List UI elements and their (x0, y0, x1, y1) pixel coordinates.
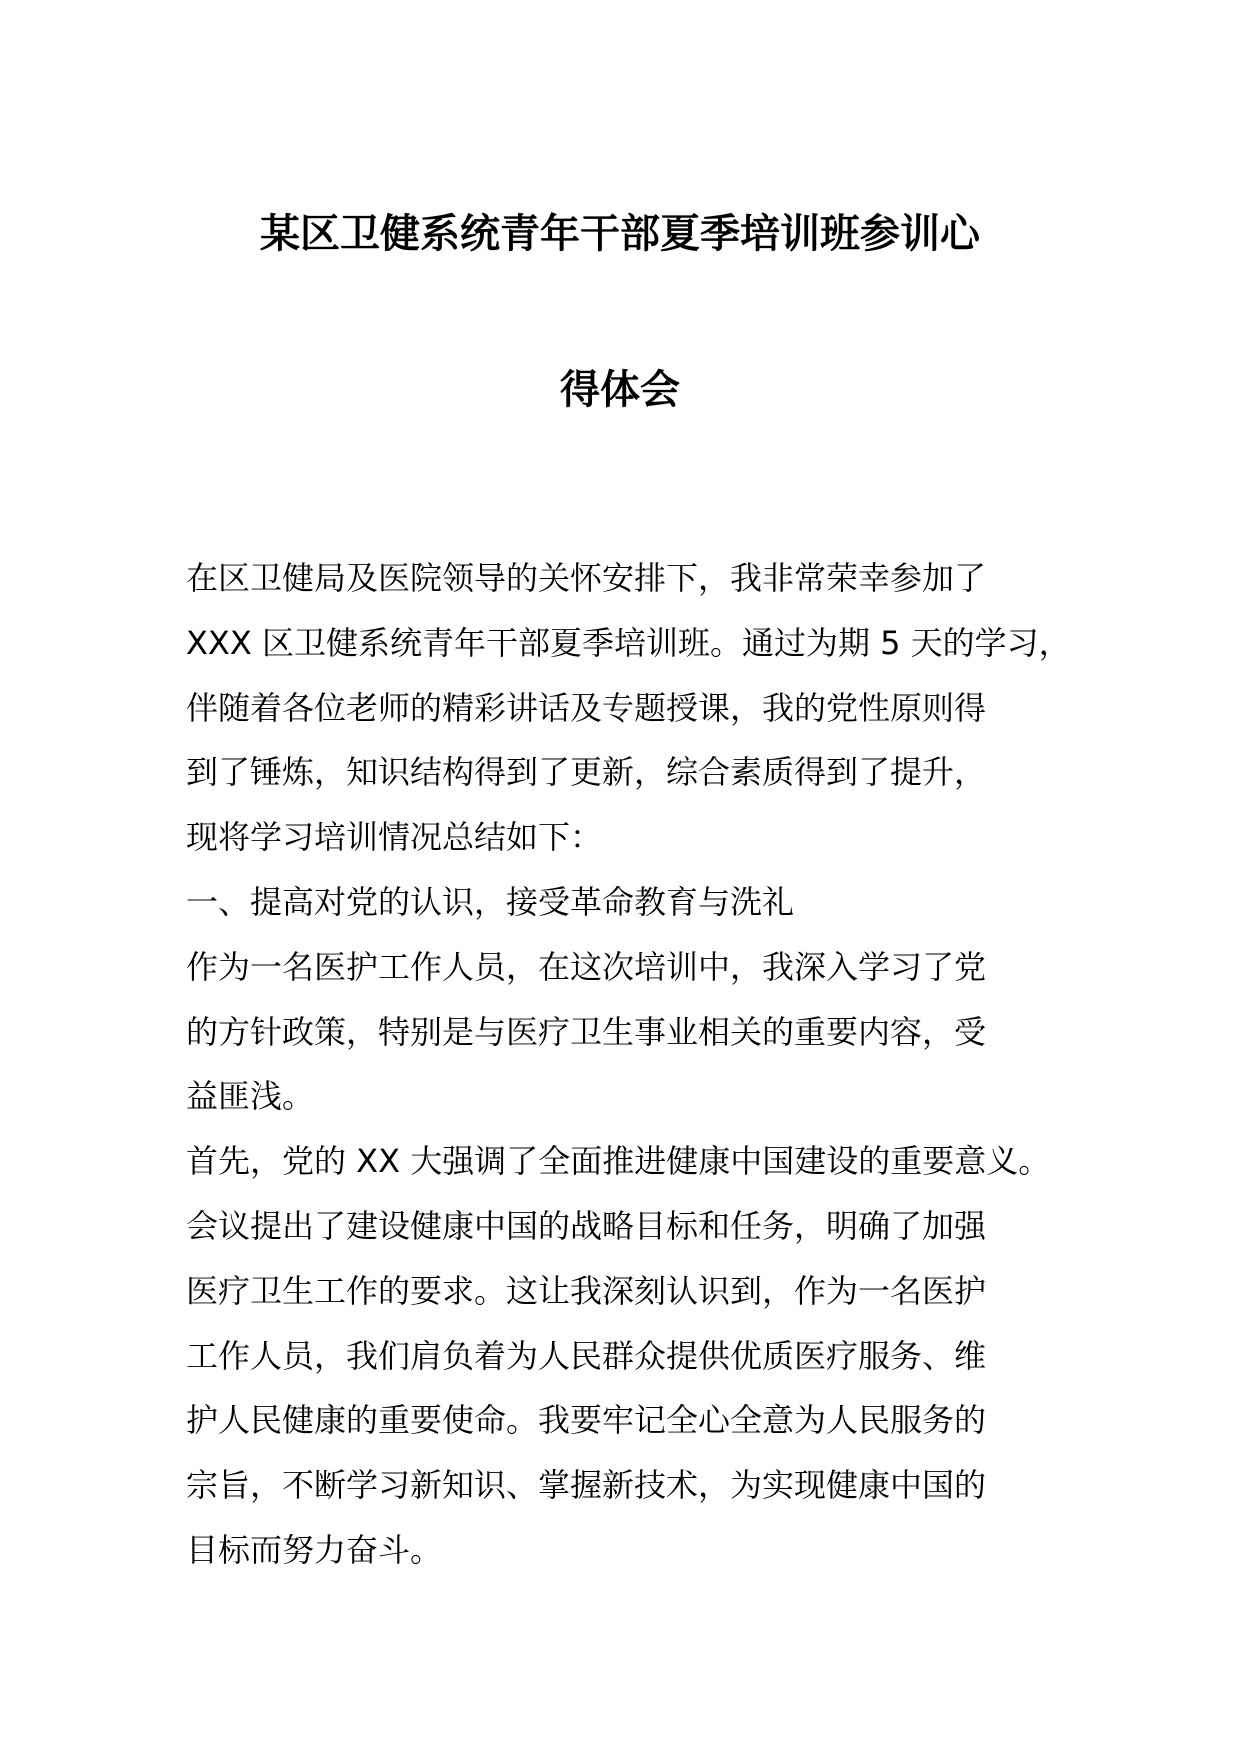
body-line: 宗旨，不断学习新知识、掌握新技术，为实现健康中国的 (186, 1466, 987, 1505)
document-title-line-2: 得体会 (560, 367, 680, 413)
document-title-line-1: 某区卫健系统青年干部夏季培训班参训心 (260, 211, 980, 257)
body-line: 的方针政策，特别是与医疗卫生事业相关的重要内容，受 (186, 1012, 987, 1051)
body-line: 首先，党的 XX 大强调了全面推进健康中国建设的重要意义。 (186, 1142, 1051, 1181)
body-line: 伴随着各位老师的精彩讲话及专题授课，我的党性原则得 (186, 688, 987, 727)
body-line: 在区卫健局及医院领导的关怀安排下，我非常荣幸参加了 (186, 559, 987, 597)
body-line: 会议提出了建设健康中国的战略目标和任务，明确了加强 (186, 1206, 987, 1245)
body-line: 医疗卫生工作的要求。这让我深刻认识到，作为一名医护 (186, 1271, 987, 1310)
document-body (186, 546, 1086, 1583)
body-line: 益匪浅。 (186, 1077, 315, 1116)
section-heading: 一、提高对党的认识，接受革命教育与洗礼 (186, 882, 795, 921)
body-line: 作为一名医护工作人员，在这次培训中，我深入学习了党 (186, 947, 987, 986)
body-line: 工作人员，我们肩负着为人民群众提供优质医疗服务、维 (186, 1336, 987, 1375)
body-line: XXX 区卫健系统青年干部夏季培训班。通过为期 5 天的学习， (186, 623, 1071, 662)
body-line: 现将学习培训情况总结如下： (186, 818, 603, 857)
body-line: 护人民健康的重要使命。我要牢记全心全意为人民服务的 (186, 1401, 987, 1440)
body-line: 到了锤炼，知识结构得到了更新，综合素质得到了提升， (186, 753, 987, 792)
body-line: 目标而努力奋斗。 (186, 1530, 443, 1569)
